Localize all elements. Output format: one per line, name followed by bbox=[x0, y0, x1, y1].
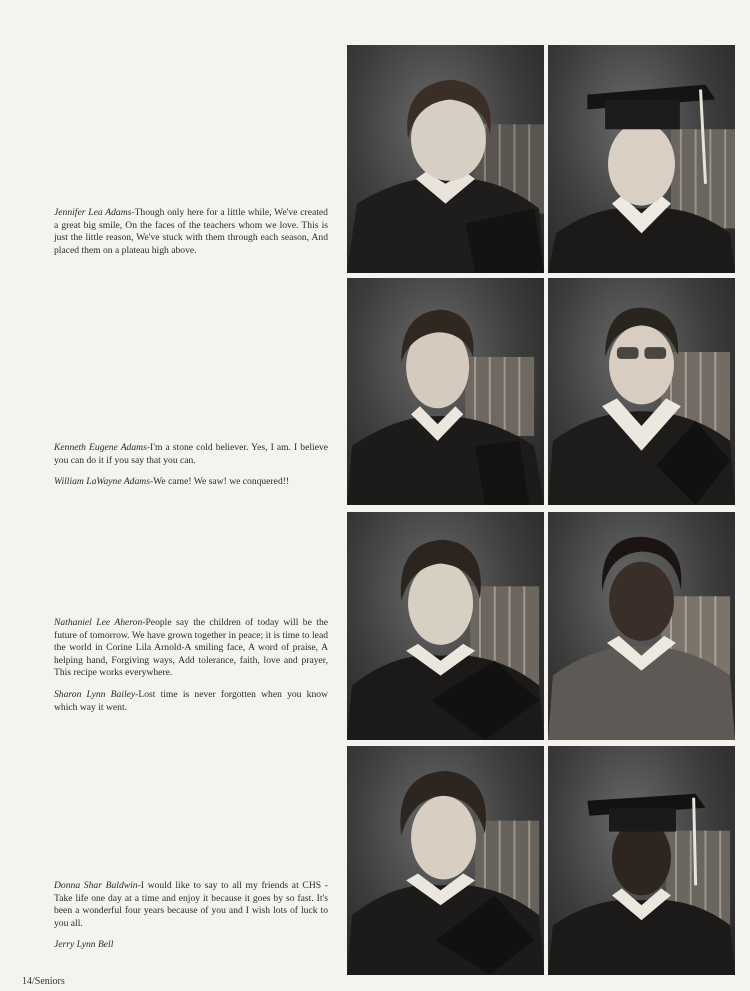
senior-entry bbox=[54, 476, 328, 489]
senior-entry bbox=[54, 689, 328, 714]
senior-name: Kenneth Eugene Adams bbox=[54, 442, 147, 453]
senior-portrait-corine bbox=[347, 512, 544, 740]
senior-quote: -I would like to say to all my friends at CHS - Take life one day at a time and enjoy it because it goes by so fast. It's been a wonderful four years because of you and I wish lots of luck to you all. bbox=[54, 880, 328, 929]
senior-quote: -People say the children of today will be the future of tomorrow. We have grown together in peace; it is time to lead the world in Corine Lila Arnold-A smiling face, A word of praise, A helping hand, Forgiving ways, Add tolerance, faith, love and prayer, This recipe works everywhere. bbox=[54, 617, 328, 679]
senior-portrait-kenneth bbox=[548, 45, 735, 273]
senior-name: William LaWayne Adams bbox=[54, 476, 150, 488]
senior-portrait-nathaniel bbox=[548, 278, 735, 505]
senior-portrait-donna bbox=[347, 746, 544, 975]
blurb-group-1 bbox=[54, 207, 328, 257]
senior-name: Sharon Lynn Bailey bbox=[54, 688, 136, 700]
senior-entry bbox=[54, 442, 328, 467]
senior-portrait-jennifer bbox=[347, 45, 544, 273]
senior-entry bbox=[54, 207, 328, 257]
senior-quote: -Lost time is never forgotten when you know which way it went. bbox=[54, 688, 328, 713]
blurb-group-4 bbox=[54, 880, 328, 952]
senior-entry bbox=[54, 939, 328, 952]
blurb-group-3 bbox=[54, 617, 328, 714]
senior-name: Jennifer Lea Adams bbox=[54, 207, 132, 218]
senior-entry bbox=[54, 617, 328, 680]
senior-name: Jerry Lynn Bell bbox=[54, 939, 114, 951]
page-footer: 14/Seniors bbox=[22, 976, 65, 987]
senior-quote: -I'm a stone cold believer. Yes, I am. I believe you can do it if you say that you can. bbox=[54, 442, 329, 466]
senior-name: Nathaniel Lee Aheron bbox=[54, 617, 143, 628]
senior-portrait-jerry bbox=[548, 746, 735, 975]
senior-name: Donna Shar Baldwin bbox=[54, 880, 138, 891]
senior-quote: -Though only here for a little while, We've created a great big smile, On the faces of the teachers whom we love. This is just the little reason, We've stuck with them through each season, And placed them on a plateau high above. bbox=[54, 207, 328, 256]
senior-quote: -We came! We saw! we conquered!! bbox=[149, 476, 290, 488]
blurb-group-2 bbox=[54, 442, 328, 489]
senior-entry bbox=[54, 880, 328, 930]
senior-portrait-william bbox=[347, 278, 544, 505]
senior-portrait-sharon bbox=[548, 512, 735, 740]
